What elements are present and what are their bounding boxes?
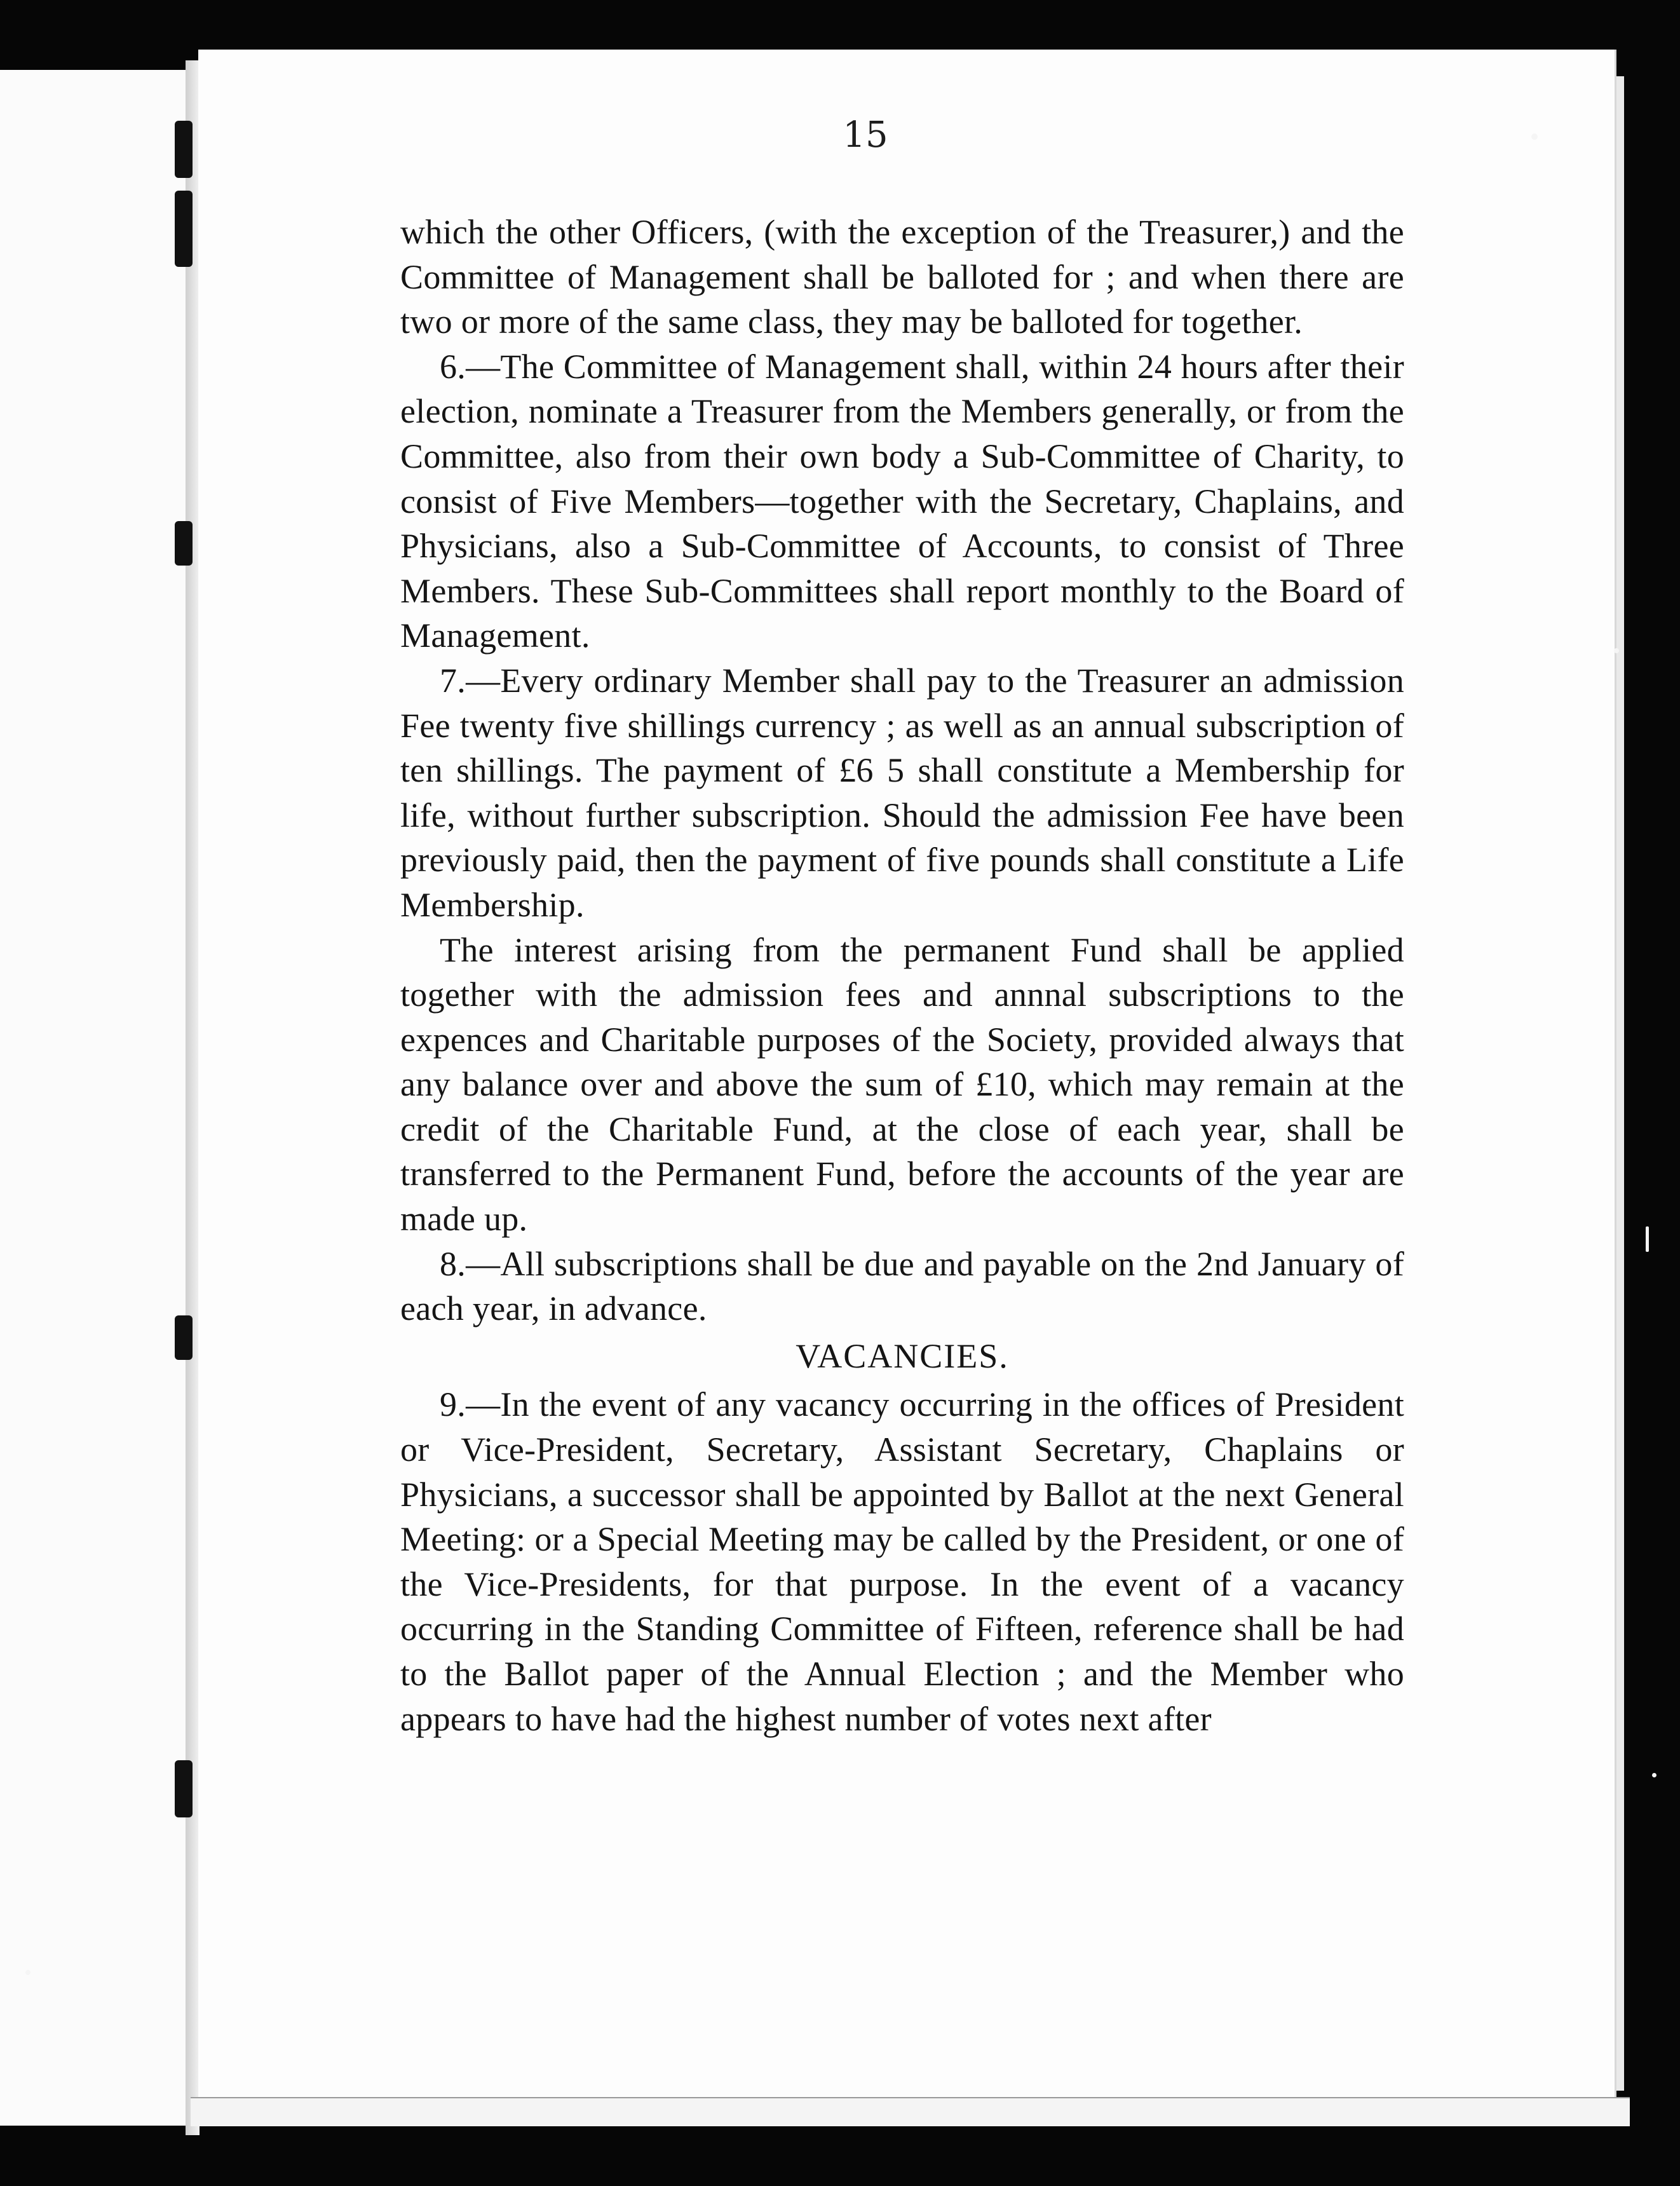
binding-stitch xyxy=(175,1760,193,1817)
page-edge xyxy=(1616,76,1624,2091)
section-heading-vacancies: VACANCIES. xyxy=(796,1336,1009,1375)
paragraph-rule-8: 8.—All subscriptions shall be due and payable on the 2nd January of each year, in advance. xyxy=(400,1244,1404,1328)
paragraph-continued: which the other Officers, (with the exception of the Treasurer,) and the Committee of Management shall be balloted for ; and when there are two or more of the same class, they may be balloted for together. xyxy=(400,213,1404,341)
paragraph-rule-6: 6.—The Committee of Management shall, within 24 hours after their election, nominate a Treasurer from the Members generally, or from the Committee, also from their own body a Sub-Committee of Charity, to consist of Five Members—together with the Secretary, Chaplains, and Physicians, also a Sub-Committee of Accounts, to consist of Three Members. These Sub-Committees shall report monthly to the Board of Management. xyxy=(400,347,1404,655)
page-bottom-edge xyxy=(191,2097,1630,2126)
binding-stitch xyxy=(175,1315,193,1360)
binding-stitch xyxy=(175,521,193,566)
dust-speck xyxy=(25,1970,30,1975)
paragraph-rule-7: 7.—Every ordinary Member shall pay to the Treasurer an admission Fee twenty five shillings currency ; as well as an annual subscription of ten shillings. The payment of £6 5 shall constitute a Membership for life, without further subscription. Should the admission Fee have been previously paid, then the payment of five pounds shall constitute a Life Membership. xyxy=(400,661,1404,924)
binding-stitch xyxy=(175,191,193,267)
dust-speck xyxy=(1646,1226,1649,1252)
book-gutter xyxy=(186,60,200,2135)
page-body-text xyxy=(400,210,1404,1741)
paragraph-rule-9: 9.—In the event of any vacancy occurring in the offices of President or Vice-President, Secretary, Assistant Secretary, Chaplains or Physicians, a successor shall be appointed by Ballot at the next General Meeting: or a Special Meeting may be called by the President, or one of the Vice-Presidents, for that purpose. In the event of a vacancy occurring in the Standing Committee of Fifteen, reference shall be had to the Ballot paper of the Annual Election ; and the Member who appears to have had the highest number of votes next after xyxy=(400,1385,1404,1738)
page-number: 15 xyxy=(843,114,888,156)
dust-speck xyxy=(1614,648,1619,653)
dust-speck xyxy=(1652,1773,1656,1777)
facing-left-page xyxy=(0,70,186,2126)
paragraph-interest: The interest arising from the permanent Fund shall be applied together with the admission fees and annnal subscriptions to the expences and Charitable purposes of the Society, provided always that any balance over and above the sum of £10, which may remain at the credit of the Charitable Fund, at the close of each year, shall be transferred to the Permanent Fund, before the accounts of the year are made up. xyxy=(400,930,1404,1239)
